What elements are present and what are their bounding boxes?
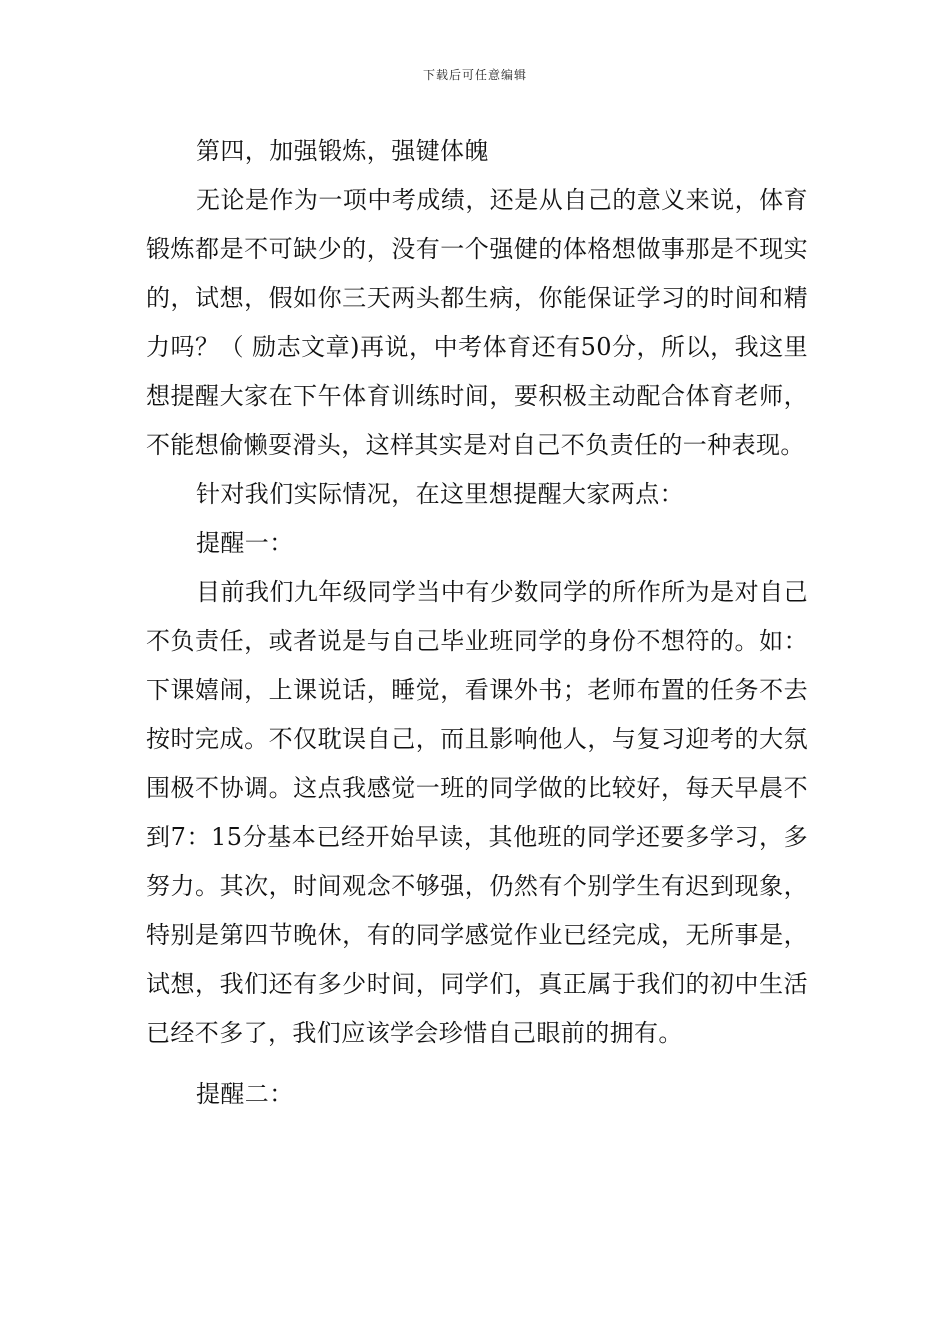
reminder-two-label: 提醒二：	[196, 1080, 294, 1108]
paragraph-intro-reminders: 针对我们实际情况，在这里想提醒大家两点：	[196, 480, 684, 508]
section-heading: 第四，加强锻炼，强键体魄	[196, 137, 489, 165]
paragraph-reminder-one: 目前我们九年级同学当中有少数同学的所作所为是对自己不负责任，或者说是与自己毕业班同学的身份不想符的。如：下课嬉闹，上课说话，睡觉，看课外书；老师布置的任务不去按时完成。不仅耽误自己，而且影响他人，与复习迎考的大氛围极不协调。这点我感觉一班的同学做的比较好，每天早晨不到7：15分基本已经开始早读，其他班的同学还要多学习，多努力。其次，时间观念不够强，仍然有个别学生有迟到现象，特别是第四节晚休，有的同学感觉作业已经完成，无所事是，试想，我们还有多少时间，同学们，真正属于我们的初中生活已经不多了，我们应该学会珍惜自己眼前的拥有。	[146, 578, 808, 1047]
reminder-one-label: 提醒一：	[196, 529, 294, 557]
page-header-note: 下载后可任意编辑	[422, 68, 527, 82]
paragraph-exercise: 无论是作为一项中考成绩，还是从自己的意义来说，体育锻炼都是不可缺少的，没有一个强健的体格想做事那是不现实的，试想，假如你三天两头都生病，你能保证学习的时间和精力吗？（ 励志文章)再说，中考体育还有50分，所以，我这里想提醒大家在下午体育训练时间，要积极主动配合体育老师，不能想偷懒耍滑头，这样其实是对自己不负责任的一种表现。	[146, 186, 808, 459]
document-body	[146, 127, 808, 1119]
